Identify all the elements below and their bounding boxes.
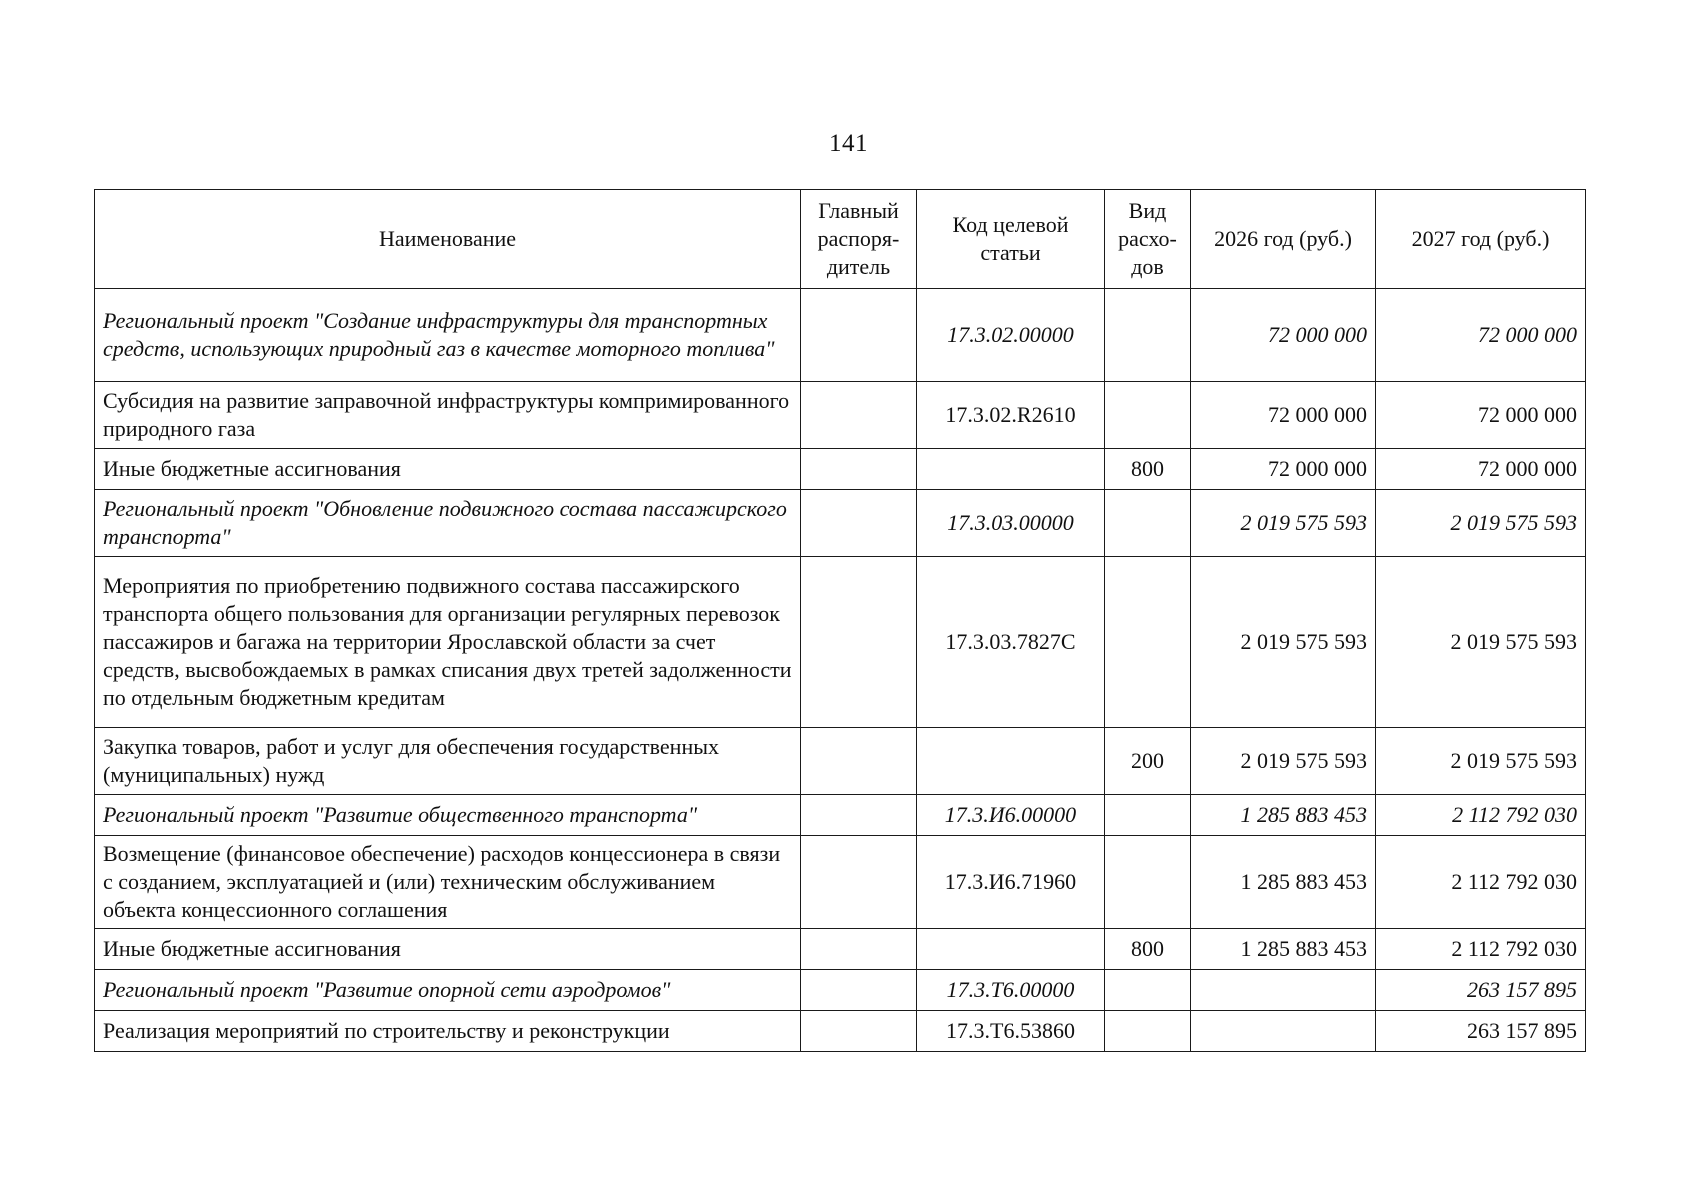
row-vid-cell (1105, 970, 1191, 1011)
row-code-cell (917, 449, 1105, 490)
row-vid-cell: 800 (1105, 929, 1191, 970)
row-name-cell: Возмещение (финансовое обеспечение) расходов концессионера в связи с созданием, эксплуатацией и (или) техническим обслуживанием объекта концессионного соглашения (95, 836, 801, 929)
row-vid-cell (1105, 795, 1191, 836)
table-row-project (95, 970, 1586, 1011)
row-2027-cell: 2 112 792 030 (1376, 795, 1586, 836)
row-2026-cell: 72 000 000 (1191, 449, 1376, 490)
page-number: 141 (829, 130, 868, 157)
table-row (95, 1011, 1586, 1052)
row-grbs-cell (801, 836, 917, 929)
row-vid-cell (1105, 1011, 1191, 1052)
row-2027-cell: 2 019 575 593 (1376, 728, 1586, 795)
table-row-project (95, 490, 1586, 557)
row-2027-cell: 72 000 000 (1376, 289, 1586, 382)
table-row (95, 557, 1586, 728)
row-2027-cell: 2 112 792 030 (1376, 929, 1586, 970)
header-name: Наименование (95, 190, 801, 289)
row-grbs-cell (801, 490, 917, 557)
row-grbs-cell (801, 382, 917, 449)
row-name-cell: Иные бюджетные ассигнования (95, 929, 801, 970)
row-grbs-cell (801, 929, 917, 970)
row-2027-cell: 2 112 792 030 (1376, 836, 1586, 929)
table-row (95, 382, 1586, 449)
row-name-cell: Региональный проект "Обновление подвижного состава пассажирского транспорта" (95, 490, 801, 557)
header-code: Код целевой статьи (917, 190, 1105, 289)
row-code-cell (917, 728, 1105, 795)
header-grbs: Главный распоря-дитель (801, 190, 917, 289)
row-grbs-cell (801, 557, 917, 728)
row-code-cell: 17.3.И6.00000 (917, 795, 1105, 836)
row-code-cell: 17.3.И6.71960 (917, 836, 1105, 929)
row-grbs-cell (801, 795, 917, 836)
table-row (95, 929, 1586, 970)
row-code-cell: 17.3.Т6.53860 (917, 1011, 1105, 1052)
row-code-cell (917, 929, 1105, 970)
row-vid-cell (1105, 836, 1191, 929)
row-vid-cell: 800 (1105, 449, 1191, 490)
row-name-cell: Закупка товаров, работ и услуг для обеспечения государственных (муниципальных) нужд (95, 728, 801, 795)
table-row (95, 836, 1586, 929)
row-2026-cell: 2 019 575 593 (1191, 557, 1376, 728)
row-vid-cell (1105, 382, 1191, 449)
table-row-project (95, 289, 1586, 382)
row-grbs-cell (801, 449, 917, 490)
row-2026-cell (1191, 1011, 1376, 1052)
row-2027-cell: 263 157 895 (1376, 1011, 1586, 1052)
row-2026-cell (1191, 970, 1376, 1011)
header-2027: 2027 год (руб.) (1376, 190, 1586, 289)
table-row (95, 728, 1586, 795)
row-name-cell: Региональный проект "Развитие опорной сети аэродромов" (95, 970, 801, 1011)
row-2027-cell: 2 019 575 593 (1376, 490, 1586, 557)
row-name-cell: Региональный проект "Развитие общественного транспорта" (95, 795, 801, 836)
row-name-cell: Реализация мероприятий по строительству и реконструкции (95, 1011, 801, 1052)
budget-table (94, 189, 1586, 1052)
table-row (95, 449, 1586, 490)
row-2027-cell: 72 000 000 (1376, 382, 1586, 449)
row-grbs-cell (801, 289, 917, 382)
row-2027-cell: 263 157 895 (1376, 970, 1586, 1011)
row-vid-cell: 200 (1105, 728, 1191, 795)
row-2027-cell: 72 000 000 (1376, 449, 1586, 490)
row-2026-cell: 72 000 000 (1191, 382, 1376, 449)
row-grbs-cell (801, 970, 917, 1011)
row-name-cell: Региональный проект "Создание инфраструктуры для транспортных средств, использующих природный газ в качестве моторного топлива" (95, 289, 801, 382)
row-name-cell: Иные бюджетные ассигнования (95, 449, 801, 490)
row-name-cell: Мероприятия по приобретению подвижного состава пассажирского транспорта общего пользования для организации регулярных перевозок пассажиров и багажа на территории Ярославской области за счет средств, высвобождаемых в рамках списания двух третей задолженности по отдельным бюджетным кредитам (95, 557, 801, 728)
table-header-row (95, 190, 1586, 289)
row-code-cell: 17.3.Т6.00000 (917, 970, 1105, 1011)
row-vid-cell (1105, 289, 1191, 382)
header-vid: Вид расхо-дов (1105, 190, 1191, 289)
row-grbs-cell (801, 1011, 917, 1052)
row-vid-cell (1105, 557, 1191, 728)
row-code-cell: 17.3.02.00000 (917, 289, 1105, 382)
row-2026-cell: 72 000 000 (1191, 289, 1376, 382)
row-code-cell: 17.3.02.R2610 (917, 382, 1105, 449)
row-2027-cell: 2 019 575 593 (1376, 557, 1586, 728)
row-2026-cell: 1 285 883 453 (1191, 836, 1376, 929)
table-row-project (95, 795, 1586, 836)
table-body (95, 289, 1586, 1052)
row-code-cell: 17.3.03.00000 (917, 490, 1105, 557)
row-name-cell: Субсидия на развитие заправочной инфраструктуры компримированного природного газа (95, 382, 801, 449)
row-code-cell: 17.3.03.7827С (917, 557, 1105, 728)
row-2026-cell: 1 285 883 453 (1191, 795, 1376, 836)
header-2026: 2026 год (руб.) (1191, 190, 1376, 289)
row-grbs-cell (801, 728, 917, 795)
row-2026-cell: 2 019 575 593 (1191, 728, 1376, 795)
row-2026-cell: 2 019 575 593 (1191, 490, 1376, 557)
row-2026-cell: 1 285 883 453 (1191, 929, 1376, 970)
row-vid-cell (1105, 490, 1191, 557)
